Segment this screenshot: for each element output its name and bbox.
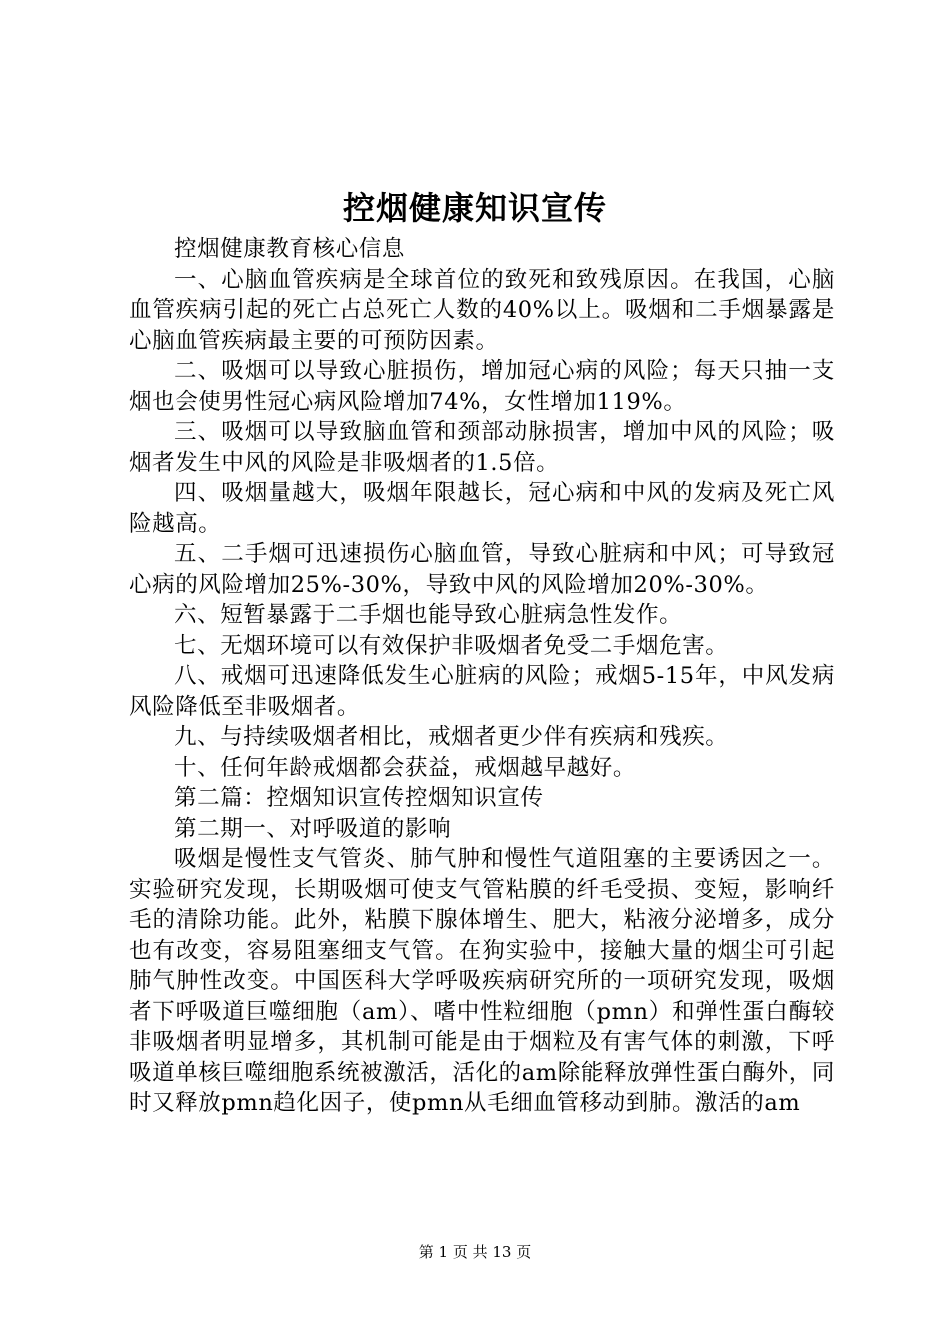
- page-number: 第 1 页 共 13 页: [418, 1243, 532, 1261]
- paragraph-item-6: 六、短暂暴露于二手烟也能导致心脏病急性发作。: [174, 602, 683, 628]
- paragraph-item-2: 二、吸烟可以导致心脏损伤，增加冠心病的风险；每天只抽一支烟也会使男性冠心病风险增加74%，女性增加119%。: [129, 358, 835, 415]
- paragraph-item-9: 九、与持续吸烟者相比，戒烟者更少伴有疾病和残疾。: [174, 724, 729, 750]
- paragraph-heading: 控烟健康教育核心信息: [174, 236, 406, 262]
- subsection-heading: 第二期一、对呼吸道的影响: [174, 815, 452, 842]
- paragraph-item-7: 七、无烟环境可以有效保护非吸烟者免受二手烟危害。: [174, 632, 729, 659]
- paragraph-item-3: 三、吸烟可以导致脑血管和颈部动脉损害，增加中风的风险；吸烟者发生中风的风险是非吸烟者的1.5倍。: [129, 419, 835, 476]
- paragraph-body: 吸烟是慢性支气管炎、肺气肿和慢性气道阻塞的主要诱因之一。实验研究发现，长期吸烟可使支气管粘膜的纤毛受损、变短，影响纤毛的清除功能。此外，粘膜下腺体增生、肥大，粘液分泌增多，成分也有改变，容易阻塞细支气管。在狗实验中，接触大量的烟尘可引起肺气肿性改变。中国医科大学呼吸疾病研究所的一项研究发现，吸烟者下呼吸道巨噬细胞（am）、嗜中性粒细胞（pmn）和弹性蛋白酶较非吸烟者明显增多，其机制可能是由于烟粒及有害气体的刺激，下呼吸道单核巨噬细胞系统被激活，活化的am除能释放弹性蛋白酶外，同时又释放pmn趋化因子，使pmn从毛细血管移动到肺。激活的am: [129, 846, 835, 1116]
- paragraph-item-4: 四、吸烟量越大，吸烟年限越长，冠心病和中风的发病及死亡风险越高。: [129, 480, 835, 537]
- paragraph-item-10: 十、任何年龄戒烟都会获益，戒烟越早越好。: [174, 754, 637, 781]
- section-heading: 第二篇：控烟知识宣传控烟知识宣传: [174, 785, 544, 811]
- paragraph-item-1: 一、心脑血管疾病是全球首位的致死和致残原因。在我国，心脑血管疾病引起的死亡占总死亡人数的40%以上。吸烟和二手烟暴露是心脑血管疾病最主要的可预防因素。: [129, 266, 835, 354]
- paragraph-item-8: 八、戒烟可迅速降低发生心脏病的风险；戒烟5-15年，中风发病风险降低至非吸烟者。: [129, 663, 835, 720]
- document-body: [129, 234, 835, 1119]
- document-title: 控烟健康知识宣传: [342, 189, 607, 227]
- paragraph-item-5: 五、二手烟可迅速损伤心脑血管，导致心脏病和中风；可导致冠心病的风险增加25%-30%，导致中风的风险增加20%-30%。: [129, 541, 835, 598]
